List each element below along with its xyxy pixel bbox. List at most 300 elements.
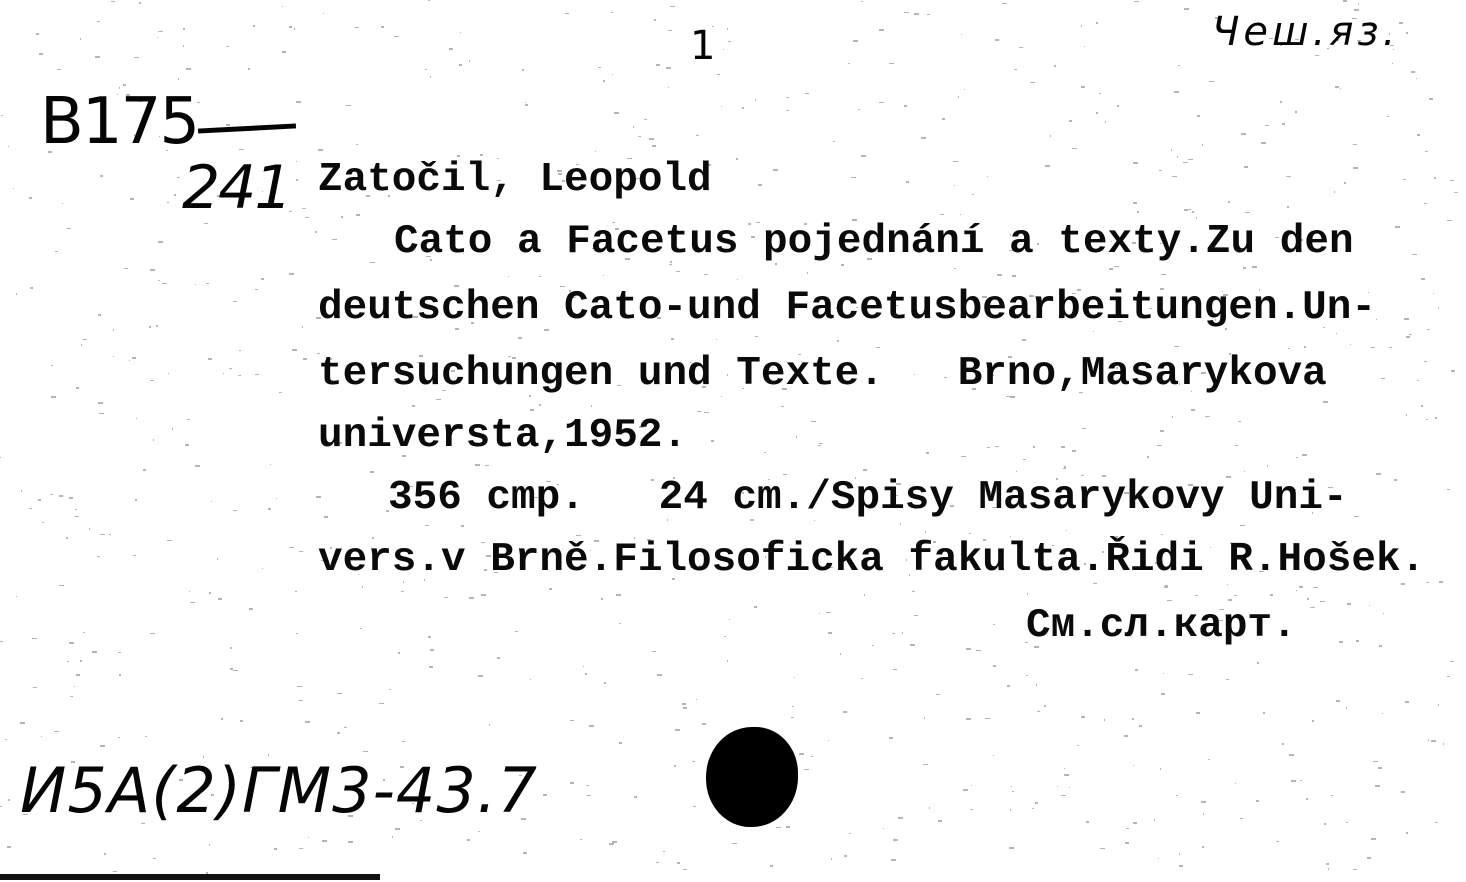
speck xyxy=(530,679,531,680)
speck xyxy=(702,723,706,725)
speck xyxy=(145,736,147,737)
speck xyxy=(98,402,103,404)
speck xyxy=(98,314,101,316)
speck xyxy=(299,551,303,552)
speck xyxy=(1086,821,1089,823)
speck xyxy=(1045,165,1050,167)
speck xyxy=(828,632,832,634)
speck xyxy=(430,649,434,651)
speck xyxy=(1165,585,1168,587)
speck xyxy=(143,469,146,471)
speck xyxy=(794,677,795,678)
speck xyxy=(16,596,17,597)
speck xyxy=(389,689,391,690)
speck xyxy=(223,373,224,374)
speck xyxy=(872,645,874,646)
speck xyxy=(346,105,351,106)
speck xyxy=(1447,489,1450,490)
speck xyxy=(29,197,32,199)
speck xyxy=(1306,798,1308,800)
speck xyxy=(682,703,686,705)
speck xyxy=(174,194,176,196)
speck xyxy=(929,807,930,809)
speck xyxy=(1245,212,1250,213)
speck xyxy=(478,675,483,677)
speck xyxy=(299,848,303,849)
speck xyxy=(1358,3,1359,5)
speck xyxy=(195,465,200,467)
speck xyxy=(711,440,714,442)
speck xyxy=(586,785,589,786)
speck xyxy=(508,276,509,277)
speck xyxy=(187,419,190,420)
speck xyxy=(1161,274,1166,275)
speck xyxy=(863,469,867,471)
speck xyxy=(485,465,489,466)
speck xyxy=(1115,266,1119,267)
speck xyxy=(59,495,63,497)
speck xyxy=(1081,716,1085,718)
speck xyxy=(233,301,237,302)
speck xyxy=(436,399,441,400)
speck xyxy=(362,586,363,588)
speck xyxy=(51,365,53,366)
speck xyxy=(1307,598,1309,600)
speck xyxy=(677,862,680,864)
speck xyxy=(299,700,303,701)
speck xyxy=(811,421,816,422)
speck xyxy=(370,471,374,473)
speck xyxy=(1172,176,1177,177)
speck xyxy=(515,631,518,632)
speck xyxy=(0,806,2,807)
speck xyxy=(972,194,974,195)
speck xyxy=(153,439,154,441)
speck xyxy=(100,534,105,535)
speck xyxy=(601,598,603,600)
speck xyxy=(614,112,619,114)
speck xyxy=(1244,166,1248,168)
speck xyxy=(337,732,340,734)
speck xyxy=(1394,479,1397,481)
speck xyxy=(1019,47,1023,48)
speck xyxy=(848,63,850,64)
speck xyxy=(727,28,728,30)
speck xyxy=(1072,148,1077,149)
speck xyxy=(604,682,606,684)
speck xyxy=(226,46,229,47)
speck xyxy=(1313,587,1318,588)
speck xyxy=(111,1,115,2)
speck xyxy=(74,686,75,687)
speck xyxy=(1057,786,1058,787)
speck xyxy=(1064,774,1069,776)
speck xyxy=(1064,768,1065,769)
speck xyxy=(233,670,238,671)
speck xyxy=(381,26,384,28)
speck xyxy=(295,591,297,592)
speck xyxy=(656,64,660,66)
speck xyxy=(1417,134,1420,136)
speck xyxy=(1257,662,1259,664)
speck xyxy=(1339,641,1343,643)
speck xyxy=(356,144,358,145)
speck xyxy=(124,268,128,269)
speck xyxy=(1406,32,1408,34)
speck xyxy=(652,651,656,652)
speck xyxy=(1159,170,1162,171)
speck xyxy=(1161,693,1165,695)
speck xyxy=(1176,795,1178,796)
speck xyxy=(1184,209,1188,211)
speck xyxy=(1447,676,1450,677)
speck xyxy=(467,839,470,841)
speck xyxy=(1296,457,1298,458)
speck xyxy=(59,585,64,586)
speck xyxy=(1454,192,1458,193)
speck xyxy=(1061,795,1066,796)
speck xyxy=(1033,446,1035,448)
speck xyxy=(954,268,956,269)
speck xyxy=(758,184,762,186)
speck xyxy=(1035,802,1038,804)
title-line-2: deutschen Cato-und Facetusbearbeitungen.Un- xyxy=(318,285,1376,331)
speck xyxy=(178,78,179,80)
speck xyxy=(318,149,323,151)
speck xyxy=(1016,471,1017,472)
speck xyxy=(728,41,731,42)
speck xyxy=(229,368,232,369)
speck xyxy=(1133,765,1134,766)
speck xyxy=(1429,98,1433,100)
speck xyxy=(1126,828,1129,829)
speck xyxy=(449,48,453,50)
speck xyxy=(1404,318,1409,320)
speck xyxy=(1167,600,1172,601)
speck xyxy=(1371,838,1376,840)
speck xyxy=(889,63,894,64)
speck xyxy=(1438,704,1439,706)
speck xyxy=(97,556,100,557)
speck xyxy=(598,67,601,68)
speck xyxy=(591,405,592,407)
speck xyxy=(379,703,384,704)
speck xyxy=(853,40,858,42)
speck xyxy=(1132,718,1134,720)
speck xyxy=(1289,754,1294,756)
speck xyxy=(826,612,831,613)
speck xyxy=(1403,179,1406,180)
speck xyxy=(914,615,918,616)
speck xyxy=(305,217,309,218)
speck xyxy=(966,718,971,720)
speck xyxy=(904,12,909,13)
speck xyxy=(666,67,671,69)
speck xyxy=(1081,25,1082,27)
speck xyxy=(1235,783,1236,784)
speck xyxy=(595,151,596,152)
speck xyxy=(696,135,699,136)
speck xyxy=(1158,858,1159,859)
speck xyxy=(583,666,584,667)
speck xyxy=(429,666,433,668)
speck xyxy=(1371,347,1375,348)
speck xyxy=(570,782,574,784)
speck xyxy=(1331,795,1333,796)
speck xyxy=(1179,853,1180,855)
speck xyxy=(0,641,3,642)
speck xyxy=(603,275,604,276)
title-line-1: Cato a Facetus pojednání a texty.Zu den xyxy=(394,219,1354,265)
speck xyxy=(697,411,701,412)
speck xyxy=(134,57,139,58)
speck xyxy=(1295,111,1297,113)
speck xyxy=(1310,607,1315,608)
speck xyxy=(742,107,744,109)
speck xyxy=(289,547,294,548)
title-line-3: tersuchungen und Texte. Brno,Masarykova xyxy=(318,351,1327,397)
speck xyxy=(208,358,212,360)
speck xyxy=(1064,466,1066,468)
speck xyxy=(42,522,44,523)
speck xyxy=(755,99,756,101)
speck xyxy=(861,678,863,679)
speck xyxy=(693,806,696,807)
speck xyxy=(158,241,163,243)
speck xyxy=(8,146,9,147)
speck xyxy=(833,141,835,142)
speck xyxy=(1105,121,1106,123)
speck xyxy=(109,534,111,535)
speck xyxy=(33,687,37,688)
speck xyxy=(1026,675,1028,676)
speck xyxy=(167,202,169,203)
speck xyxy=(1276,841,1279,842)
speck xyxy=(1202,846,1204,848)
speck xyxy=(938,820,942,822)
speck xyxy=(1401,791,1405,793)
speck xyxy=(132,357,136,359)
speck xyxy=(961,456,966,457)
speck xyxy=(81,344,82,346)
speck xyxy=(239,149,244,150)
speck xyxy=(704,412,709,413)
speck xyxy=(1191,409,1195,411)
speck xyxy=(29,508,32,509)
speck xyxy=(337,693,342,694)
speck xyxy=(1340,88,1341,89)
speck xyxy=(828,740,829,741)
speck xyxy=(993,624,995,625)
speck xyxy=(296,179,298,181)
speck xyxy=(118,652,121,653)
speck xyxy=(136,418,137,419)
speck xyxy=(1426,582,1429,583)
speck xyxy=(1389,347,1392,348)
speck xyxy=(912,591,915,592)
speck xyxy=(1061,446,1065,448)
speck xyxy=(355,27,359,28)
speck xyxy=(656,862,659,863)
speck xyxy=(1286,176,1291,177)
speck xyxy=(62,203,63,204)
speck xyxy=(1192,211,1194,213)
speck xyxy=(412,405,415,407)
speck xyxy=(1007,685,1010,687)
speck xyxy=(289,26,292,28)
speck xyxy=(1023,459,1026,460)
speck xyxy=(1002,3,1007,4)
speck xyxy=(1434,177,1436,179)
speck xyxy=(683,707,687,709)
speck xyxy=(230,647,232,649)
speck xyxy=(158,280,160,281)
speck xyxy=(1135,669,1138,671)
speck xyxy=(1438,307,1439,309)
speck xyxy=(539,276,541,277)
speck xyxy=(130,198,134,200)
speck xyxy=(804,769,809,770)
speck xyxy=(370,262,375,263)
speck xyxy=(262,568,263,569)
speck xyxy=(1416,78,1417,79)
speck xyxy=(1435,822,1438,823)
speck xyxy=(218,598,222,600)
speck xyxy=(1378,767,1382,769)
speck xyxy=(1030,82,1035,83)
speck xyxy=(55,251,58,252)
speck xyxy=(732,843,737,844)
speck xyxy=(51,396,56,398)
speck xyxy=(910,644,915,646)
speck xyxy=(704,274,708,275)
speck xyxy=(985,718,990,719)
speck xyxy=(729,619,730,620)
speck xyxy=(156,325,158,327)
speck xyxy=(292,349,297,351)
speck xyxy=(1451,370,1455,372)
speck xyxy=(923,764,928,765)
speck xyxy=(322,840,327,842)
speck xyxy=(394,36,399,37)
speck xyxy=(30,287,33,289)
speck xyxy=(879,102,884,103)
speck xyxy=(879,29,884,31)
speck xyxy=(997,274,1002,276)
speck xyxy=(796,436,797,438)
speck xyxy=(153,858,156,859)
speck xyxy=(305,721,310,723)
speck xyxy=(323,13,324,14)
speck xyxy=(893,839,898,841)
speck xyxy=(696,699,697,700)
title-line-4: universta,1952. xyxy=(318,413,688,459)
speck xyxy=(177,177,180,178)
speck xyxy=(430,76,431,78)
speck xyxy=(255,289,258,290)
speck xyxy=(1334,191,1335,193)
speck xyxy=(786,110,789,111)
speck xyxy=(961,34,962,35)
speck xyxy=(585,673,587,675)
speck xyxy=(819,443,823,444)
call-number-line1: B175 xyxy=(40,85,199,159)
speck xyxy=(971,785,972,786)
speck xyxy=(360,628,362,629)
speck xyxy=(889,737,893,739)
speck xyxy=(966,648,971,650)
speck xyxy=(1401,583,1405,585)
speck xyxy=(970,809,973,810)
speck xyxy=(576,535,581,536)
speck xyxy=(478,831,480,832)
speck xyxy=(1356,640,1359,642)
speck xyxy=(902,632,903,634)
speck xyxy=(226,124,230,126)
speck xyxy=(1315,55,1319,56)
speck xyxy=(0,457,1,458)
speck xyxy=(239,350,241,351)
speck xyxy=(1125,842,1129,844)
speck xyxy=(921,137,926,139)
speck xyxy=(792,706,794,707)
speck xyxy=(958,96,959,98)
speck xyxy=(230,668,233,670)
speck xyxy=(619,742,622,744)
speck xyxy=(113,871,117,872)
speck xyxy=(1353,167,1358,169)
speck xyxy=(1177,156,1178,158)
speck xyxy=(89,528,90,530)
speck xyxy=(1336,700,1340,702)
speck xyxy=(289,273,294,275)
speck xyxy=(1287,206,1289,208)
speck xyxy=(942,118,945,120)
speck xyxy=(1012,275,1016,277)
speck xyxy=(1392,63,1393,64)
speck xyxy=(1406,832,1408,834)
speck xyxy=(1163,673,1164,674)
speck xyxy=(963,789,968,791)
speck xyxy=(754,606,757,608)
speck xyxy=(1265,125,1269,126)
speck xyxy=(206,283,209,284)
speck xyxy=(1426,419,1428,420)
speck xyxy=(1188,159,1193,160)
speck xyxy=(92,651,97,653)
speck xyxy=(1133,162,1138,164)
speck xyxy=(721,106,722,107)
speck xyxy=(1450,661,1454,662)
speck xyxy=(1195,595,1198,596)
speck xyxy=(634,796,637,798)
collation-line-1: 356 cmp. 24 cm./Spisy Masarykovy Uni- xyxy=(388,475,1348,521)
speck xyxy=(1063,468,1066,469)
speck xyxy=(332,239,337,240)
speck xyxy=(296,633,298,634)
speck xyxy=(20,722,25,724)
speck xyxy=(113,329,114,331)
speck xyxy=(737,279,738,280)
speck xyxy=(1178,65,1180,66)
speck xyxy=(75,509,77,510)
speck xyxy=(16,293,17,295)
speck xyxy=(940,214,944,215)
speck xyxy=(1069,120,1072,122)
speck xyxy=(195,284,196,285)
speck xyxy=(168,373,169,374)
speck xyxy=(1347,603,1351,605)
